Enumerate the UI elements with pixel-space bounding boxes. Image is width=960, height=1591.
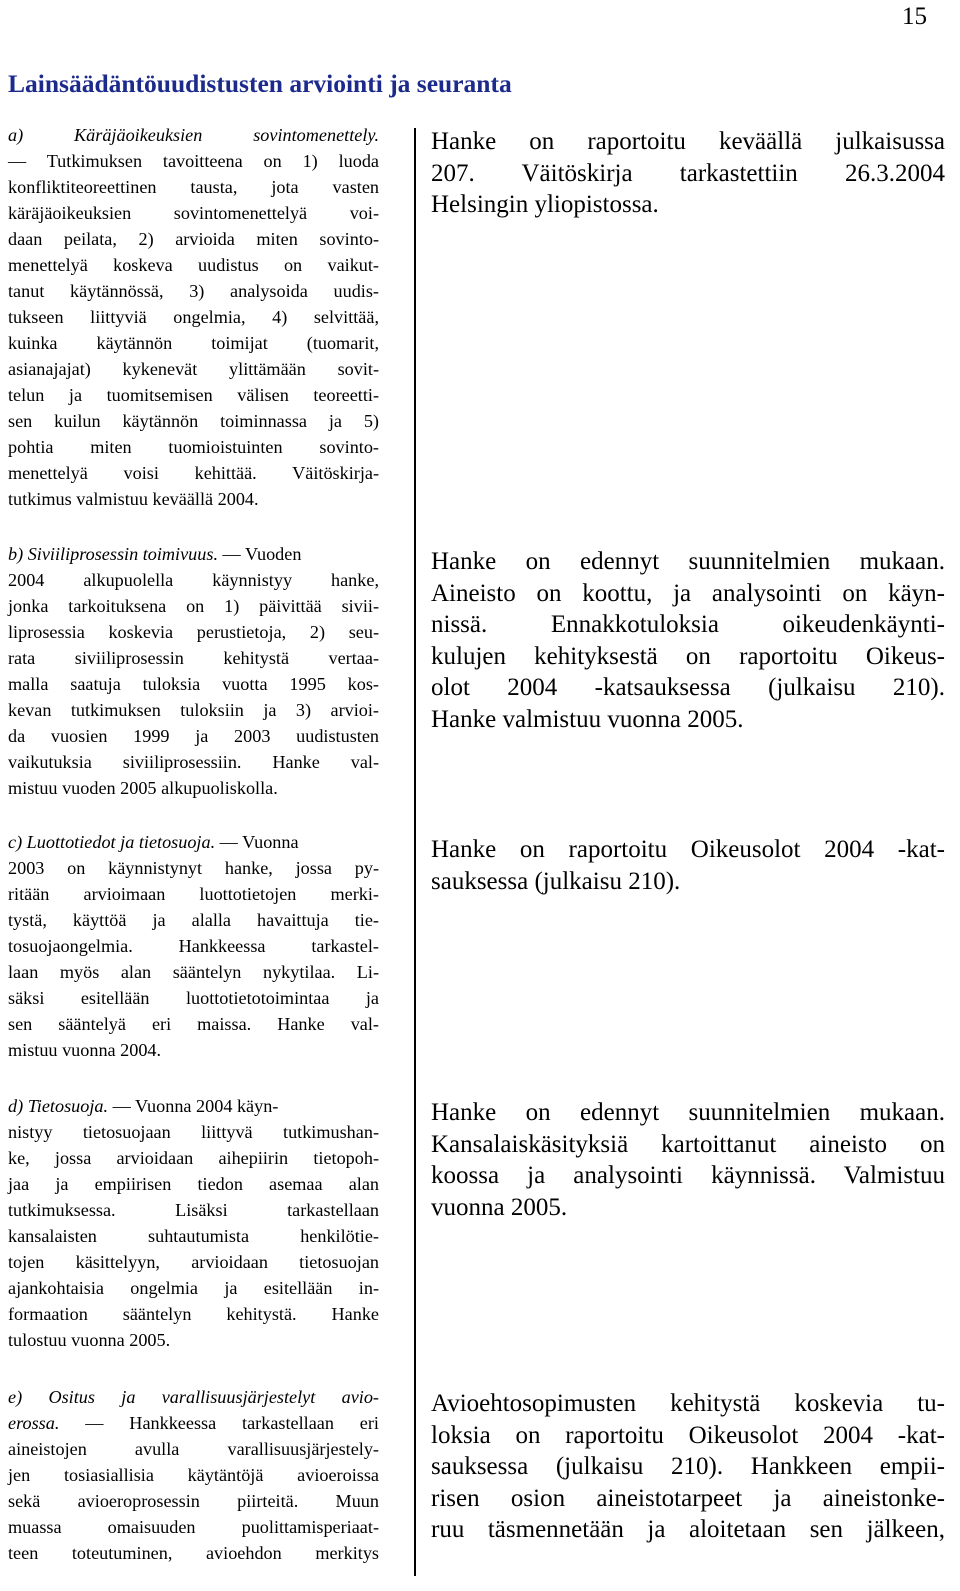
section-a-line: käräjäoikeuksien sovintomenettelyä voi- (8, 203, 379, 223)
section-b-status-line: Hanke on edennyt suunnitelmien mukaan. (431, 548, 945, 575)
section-d-line: tojen käsittelyyn, arvioidaan tietosuojan (8, 1252, 379, 1272)
section-b-status-line: Hanke valmistuu vuonna 2005. (431, 705, 744, 733)
section-e-status-line: ruu täsmennetään ja aloitetaan sen jälkeen, (431, 1516, 945, 1543)
page-title: Lainsäädäntöuudistusten arviointi ja seuranta (8, 69, 512, 98)
section-b-heading: b) Siviiliprosessin toimivuus. (8, 544, 218, 564)
section-c-line: säksi esitellään luottotietotoimintaa ja (8, 988, 379, 1008)
page-number: 15 (902, 3, 927, 30)
section-e-first-line (8, 1410, 379, 1436)
section-a-status-line: Helsingin yliopistossa. (431, 191, 659, 218)
section-d-first-line (8, 1093, 379, 1119)
section-c-heading: c) Luottotiedot ja tietosuoja. (8, 832, 216, 852)
section-c-status-line: Hanke on raportoitu Oikeusolot 2004 -kat- (431, 836, 945, 863)
section-c-line: — Vuonna (215, 832, 299, 852)
section-c-status-line: sauksessa (julkaisu 210). (431, 867, 681, 895)
section-b-line: jonka tarkoituksena on 1) päivittää sivii- (8, 596, 379, 616)
section-e-status-line: loksia on raportoitu Oikeusolot 2004 -kat- (431, 1421, 945, 1449)
section-b-status-line: Aineisto on koottu, ja analysointi on käyn- (431, 579, 945, 607)
section-d-status-line: Hanke on edennyt suunnitelmien mukaan. (431, 1099, 945, 1126)
section-e-line: muassa omaisuuden puolittamisperiaat- (8, 1517, 379, 1537)
section-c-line: laan myös alan sääntelyn nykytilaa. Li- (8, 962, 379, 982)
section-a-line: menettelyä voisi kehittää. Väitöskirja- (8, 463, 379, 483)
section-d-line: — Vuonna 2004 käyn- (108, 1096, 279, 1116)
section-c-left-text (8, 829, 379, 1063)
section-a-line: menettelyä koskeva uudistus on vaikut- (8, 255, 379, 275)
section-b-line: kevan tutkimuksen tuloksiin ja 3) arvioi- (8, 700, 379, 720)
section-c-line: ritään arvioimaan luottotietojen merki- (8, 884, 379, 904)
section-e-left-text (8, 1384, 379, 1566)
section-b-status-line: kulujen kehityksestä on raportoitu Oikeus- (431, 642, 945, 670)
section-a-line: kuinka käytännön toimijat (tuomarit, (8, 333, 379, 353)
section-d-heading: d) Tietosuoja. (8, 1096, 109, 1116)
section-a-line: tutkimus valmistuu keväällä 2004. (8, 489, 259, 509)
section-b-status-line: olot 2004 -katsauksessa (julkaisu 210). (431, 674, 945, 701)
section-e-heading: e) Ositus ja varallisuusjärjestelyt avio- (8, 1387, 379, 1407)
section-a-line: — Tutkimuksen tavoitteena on 1) luoda (8, 151, 379, 171)
section-a-line: tanut käytännössä, 3) analysoida uudis- (8, 281, 379, 301)
section-d-status-line: koossa ja analysointi käynnissä. Valmistuu (431, 1162, 945, 1189)
section-a-line: asianajajat) kykenevät ylittämään sovit- (8, 359, 379, 379)
column-divider (414, 128, 416, 1576)
section-c-line: sen sääntelyä eri maissa. Hanke val- (8, 1014, 379, 1034)
section-d-line: tutkimuksessa. Lisäksi tarkastellaan (8, 1200, 379, 1220)
section-e-line: teen toteutuminen, avioehdon merkitys (8, 1543, 379, 1563)
section-b-line: mistuu vuoden 2005 alkupuoliskolla. (8, 778, 278, 798)
section-e-status (431, 1388, 945, 1546)
section-a-status-line: 207. Väitöskirja tarkastettiin 26.3.2004 (431, 159, 945, 187)
section-a-left-text (8, 122, 379, 512)
section-d-line: jaa ja empiirisen tiedon asemaa alan (8, 1174, 379, 1194)
section-e-heading-cont: erossa. (8, 1413, 60, 1433)
section-a-status-line: Hanke on raportoitu keväällä julkaisussa (431, 128, 945, 155)
section-a-line: pohtia miten tuomioistuinten sovinto- (8, 437, 379, 457)
section-e-status-line: Avioehtosopimusten kehitystä koskevia tu- (431, 1390, 945, 1417)
section-a-heading: a) Käräjäoikeuksien sovintomenettely. (8, 125, 379, 145)
section-d-line: nistyy tietosuojaan liittyvä tutkimushan- (8, 1122, 379, 1142)
section-e-line: — Hankkeessa tarkastellaan eri (59, 1413, 379, 1433)
section-c-line: 2003 on käynnistynyt hanke, jossa py- (8, 858, 379, 878)
section-d-status-line: vuonna 2005. (431, 1193, 568, 1221)
section-a-line: konfliktiteoreettinen tausta, jota vasten (8, 177, 379, 197)
section-c-first-line (8, 829, 379, 855)
section-c-status (431, 834, 945, 897)
section-b-status-line: nissä. Ennakkotuloksia oikeudenkäynti- (431, 611, 945, 638)
section-d-status-line: Kansalaiskäsityksiä kartoittanut aineisto on (431, 1130, 945, 1158)
section-d-line: kansalaisten suhtautumista henkilötie- (8, 1226, 379, 1246)
section-b-status (431, 546, 945, 735)
section-b-line: vaikutuksia siviiliprosessiin. Hanke val- (8, 752, 379, 772)
section-a-line: tukseen liittyviä ongelmia, 4) selvittää, (8, 307, 379, 327)
section-a-line: daan peilata, 2) arvioida miten sovinto- (8, 229, 379, 249)
section-e-line: aineistojen avulla varallisuusjärjestely- (8, 1439, 379, 1459)
section-c-line: tystä, käyttöä ja alalla havaittuja tie- (8, 910, 379, 930)
section-a-line: sen kuilun käytännön toiminnassa ja 5) (8, 411, 379, 431)
section-c-line: tosuojaongelmia. Hankkeessa tarkastel- (8, 936, 379, 956)
section-d-line: ajankohtaisia ongelmia ja esitellään in- (8, 1278, 379, 1298)
section-e-line: jen tosiasiallisia käytäntöjä avioeroissa (8, 1465, 379, 1485)
section-c-line: mistuu vuonna 2004. (8, 1040, 162, 1060)
section-a-line: telun ja tuomitsemisen välisen teoreetti- (8, 385, 379, 405)
section-a-status (431, 126, 945, 221)
section-d-line: ke, jossa arvioidaan aihepiirin tietopoh- (8, 1148, 379, 1168)
section-d-line: formaation sääntelyn kehitystä. Hanke (8, 1304, 379, 1324)
section-b-line: da vuosien 1999 ja 2003 uudistusten (8, 726, 379, 746)
section-b-line: rata siviiliprosessin kehitystä vertaa- (8, 648, 379, 668)
section-b-line: 2004 alkupuolella käynnistyy hanke, (8, 570, 379, 590)
section-b-left-text (8, 541, 379, 801)
section-d-left-text (8, 1093, 379, 1353)
section-b-line: — Vuoden (218, 544, 302, 564)
section-b-first-line (8, 541, 379, 567)
section-e-status-line: sauksessa (julkaisu 210). Hankkeen empii- (431, 1453, 945, 1480)
section-b-line: malla saatuja tuloksia vuotta 1995 kos- (8, 674, 379, 694)
section-e-status-line: risen osion aineistotarpeet ja aineistonke- (431, 1484, 945, 1512)
section-d-line: tulostuu vuonna 2005. (8, 1330, 171, 1350)
section-e-line: sekä avioeroprosessin piirteitä. Muun (8, 1491, 379, 1511)
section-d-status (431, 1097, 945, 1223)
section-b-line: liprosessia koskevia perustietoja, 2) seu- (8, 622, 379, 642)
